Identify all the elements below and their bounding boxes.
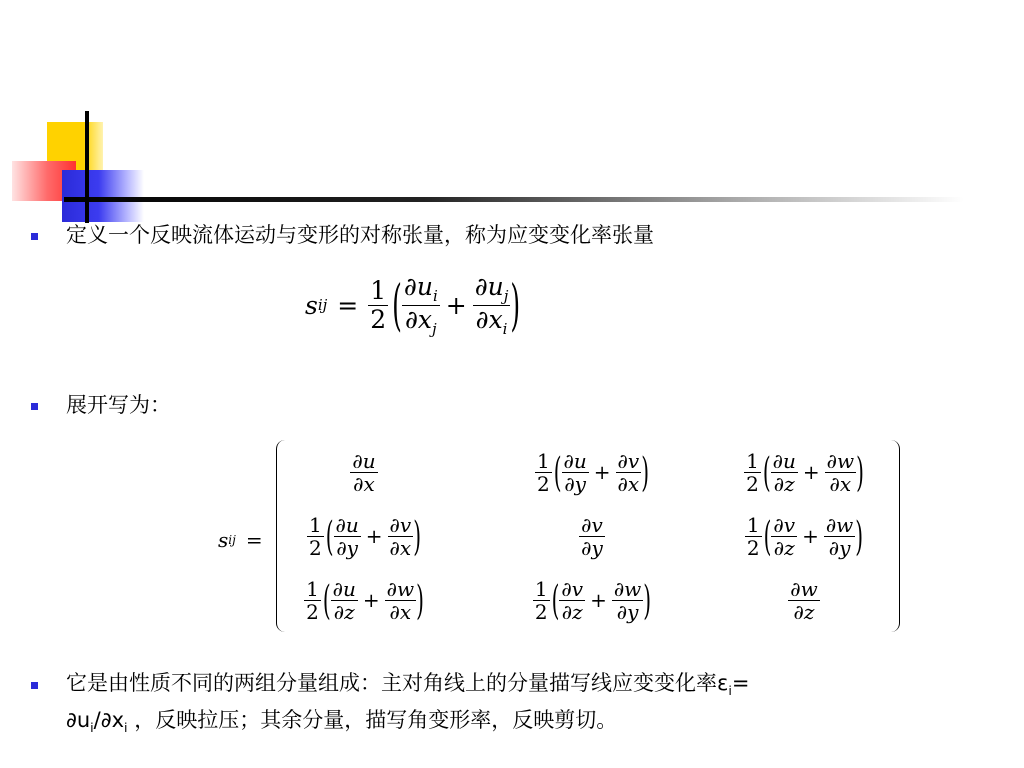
matrix-math-part: 1 [746, 448, 759, 473]
matrix-math-part: ∂u [332, 576, 356, 601]
bullet-text-components-line2 [66, 706, 617, 742]
matrix-math-part: ∂v [581, 512, 603, 537]
term1-num-sub: i [432, 287, 438, 305]
matrix-math-part: ∂w [790, 576, 818, 601]
matrix-math-part: + [593, 460, 611, 484]
matrix-math-part: ∂y [828, 535, 851, 560]
bullet-text-definition: 定义一个反映流体运动与变形的对称张量，称为应变变化率张量 [66, 223, 654, 247]
matrix-math-part: ∂u [772, 448, 796, 473]
matrix-math-part: 2 [306, 599, 319, 624]
matrix-cell-2-2 [492, 506, 692, 566]
matrix-cell-2-3 [704, 506, 904, 566]
formula-lhs-subscript: ij [317, 296, 328, 314]
matrix-math-part [535, 450, 552, 495]
matrix-math-part: ∂x [353, 471, 375, 496]
matrix-cell-3-2 [492, 570, 692, 630]
matrix-cell-1-1 [264, 442, 464, 502]
matrix-math-part: 2 [534, 599, 548, 624]
matrix-math-part [745, 514, 762, 559]
matrix-math-part [388, 514, 414, 559]
matrix-equals: = [245, 528, 263, 552]
bullet-text-expand: 展开写为： [66, 393, 171, 417]
matrix-math-part: ∂y [581, 535, 603, 560]
matrix-cell-2-1 [264, 506, 464, 566]
matrix-math-part: + [802, 524, 819, 548]
dx-subscript: i [124, 720, 128, 736]
matrix-math-part: ( [762, 448, 771, 496]
matrix-math-part: ∂x [617, 471, 640, 496]
term2-denominator: ∂x [475, 304, 503, 334]
matrix-math-part [562, 450, 589, 495]
half-denominator: 2 [370, 304, 387, 334]
matrix-math-part: ∂v [617, 448, 640, 473]
matrix-math-part [304, 578, 321, 623]
matrix-math-part: 2 [309, 535, 322, 560]
matrix-math-part: ∂z [773, 535, 795, 560]
decor-horizontal-rule [64, 197, 964, 202]
matrix-math-part [825, 450, 856, 495]
matrix-math-part: ∂v [773, 512, 796, 537]
strain-rate-formula [305, 273, 520, 337]
matrix-math-part [350, 450, 377, 495]
du-subscript: i [90, 720, 94, 736]
matrix-math-part: ∂z [773, 471, 795, 496]
matrix-math-part [771, 514, 797, 559]
bullet-text-components [66, 669, 749, 705]
term1-denominator: ∂x [405, 304, 433, 334]
matrix-math-part: + [590, 588, 607, 612]
formula-equals: = [337, 290, 359, 320]
bullet-marker-icon [31, 233, 38, 240]
matrix-math-part: ∂x [389, 599, 412, 624]
matrix-math-part: 2 [746, 471, 759, 496]
matrix-math-part: + [802, 460, 820, 484]
matrix-math-part [579, 514, 605, 559]
matrix-math-part: ( [763, 512, 772, 560]
matrix-cell-3-3 [704, 570, 904, 630]
matrix-math-part: ) [413, 512, 421, 560]
decor-blue-square [62, 170, 144, 222]
matrix-math-part [744, 450, 761, 495]
right-paren: ) [510, 273, 521, 337]
term1-den-sub: j [432, 319, 437, 338]
strain-rate-matrix [276, 440, 900, 632]
components-line2-text: ，反映拉压；其余分量，描写角变形率，反映剪切。 [127, 708, 618, 732]
matrix-math-part: ( [551, 576, 560, 624]
matrix-math-part: ) [855, 512, 864, 560]
matrix-math-part: ( [322, 576, 331, 624]
matrix-math-part: 2 [746, 535, 760, 560]
matrix-lhs-symbol: s [218, 528, 229, 552]
matrix-cell-1-3 [704, 442, 904, 502]
matrix-math-part [559, 578, 585, 623]
matrix-math-part [771, 450, 798, 495]
term2-num-sub: j [503, 287, 509, 305]
matrix-math-part [307, 514, 324, 559]
du-symbol: ∂u [66, 708, 91, 732]
matrix-math-part: ∂u [352, 448, 376, 473]
matrix-math-part: 1 [534, 576, 548, 601]
formula-plus: + [445, 290, 467, 320]
term1-numerator: ∂u [403, 272, 433, 301]
matrix-cell-1-2 [492, 442, 692, 502]
matrix-math-part: ) [856, 448, 864, 496]
matrix-math-part [334, 514, 361, 559]
components-equals: = [731, 671, 750, 695]
matrix-math-part: ∂v [561, 576, 584, 601]
matrix-math-part [385, 578, 416, 623]
matrix-math-part: ∂z [561, 599, 583, 624]
matrix-math-part [616, 450, 642, 495]
matrix-math-part: ∂u [563, 448, 587, 473]
matrix-math-part: ) [643, 576, 652, 624]
matrix-math-part: ∂u [335, 512, 359, 537]
matrix-cell-3-1 [264, 570, 464, 630]
matrix-math-part [533, 578, 550, 623]
matrix-math-part: 1 [309, 512, 322, 537]
matrix-math-part: ) [641, 448, 649, 496]
matrix-math-part: ∂w [386, 576, 415, 601]
matrix-lhs [218, 528, 263, 552]
matrix-math-part: 2 [537, 471, 550, 496]
matrix-math-part: ∂w [826, 448, 855, 473]
formula-half [368, 277, 388, 333]
bullet-marker-icon [31, 403, 38, 410]
matrix-math-part [331, 578, 358, 623]
components-line1: 它是由性质不同的两组分量组成：主对角线上的分量描写线应变变化率ε [66, 671, 729, 695]
term2-den-sub: i [502, 319, 508, 338]
matrix-math-part: ∂z [333, 599, 355, 624]
matrix-math-part: ∂y [564, 471, 586, 496]
epsilon-subscript: i [728, 683, 732, 699]
matrix-math-part: + [362, 588, 380, 612]
matrix-lhs-subscript: ij [228, 533, 236, 547]
formula-lhs: s [305, 290, 318, 320]
matrix-math-part: 1 [746, 512, 760, 537]
bullet-marker-icon [31, 682, 38, 689]
matrix-math-part [612, 578, 643, 623]
matrix-math-part [824, 514, 855, 559]
matrix-math-part: ∂w [825, 512, 854, 537]
decor-vertical-rule [85, 111, 89, 223]
matrix-math-part: 1 [306, 576, 319, 601]
matrix-math-part: ∂x [389, 535, 412, 560]
matrix-math-part: ∂z [793, 599, 815, 624]
matrix-math-part: + [365, 524, 383, 548]
dx-symbol: /∂x [93, 708, 125, 732]
matrix-math-part: ∂v [389, 512, 412, 537]
half-numerator: 1 [370, 276, 387, 305]
matrix-math-part: ∂w [613, 576, 642, 601]
formula-term2 [473, 273, 511, 337]
matrix-math-part: 1 [537, 448, 550, 473]
term2-numerator: ∂u [474, 272, 504, 301]
matrix-math-part [788, 578, 819, 623]
formula-term1 [402, 273, 440, 337]
matrix-math-part: ∂y [616, 599, 639, 624]
left-paren: ( [392, 273, 402, 337]
matrix-math-part: ) [416, 576, 424, 624]
matrix-math-part: ( [553, 448, 562, 496]
matrix-math-part: ∂y [336, 535, 358, 560]
matrix-math-part: ( [325, 512, 334, 560]
matrix-math-part: ∂x [829, 471, 852, 496]
